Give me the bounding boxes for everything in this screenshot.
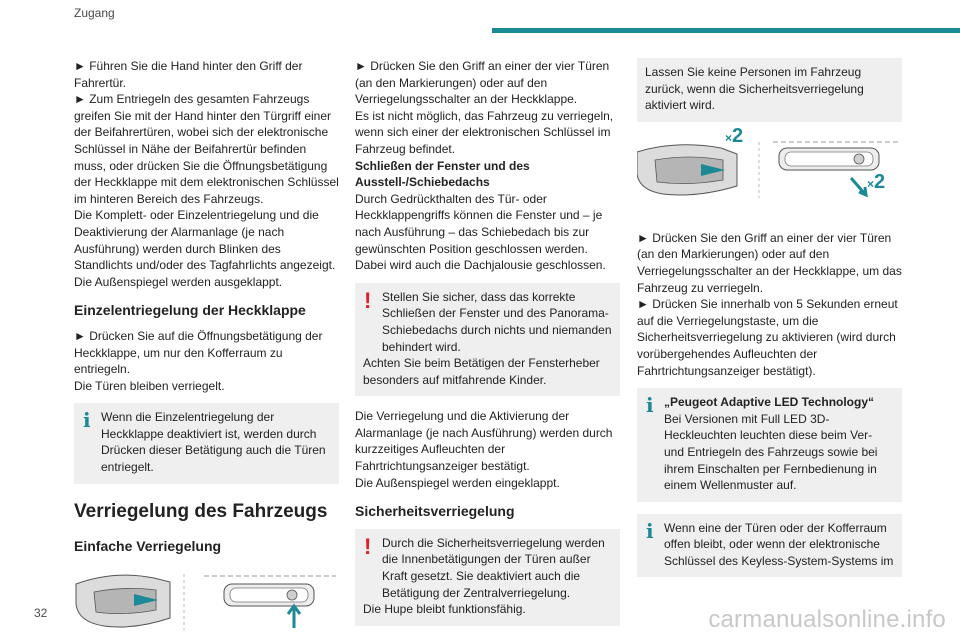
paragraph: Die Außenspiegel werden eingeklappt. <box>355 475 560 490</box>
header-title: Zugang <box>74 6 115 20</box>
paragraph: ► Drücken Sie innerhalb von 5 Sekunden erneut auf die Verriegelungstaste, um die Sicherheitsverriegelung zu aktivieren (wird durch vorübergehendes Aufleuchten der Fahrtrichtungsanzeiger bestätigt). <box>637 297 898 378</box>
paragraph: ► Führen Sie die Hand hinter den Griff der Fahrertür. <box>74 59 303 90</box>
paragraph: Die Außenspiegel werden ausgeklappt. <box>74 274 283 289</box>
note-box <box>637 58 902 122</box>
info-icon: i <box>646 518 654 543</box>
paragraph: Die Komplett- oder Einzelentriegelung und die Deaktivierung der Alarmanlage (je nach Ausführung) werden durch Blinken des Standlichts und/oder des Tagfahrlichts angezeigt. <box>74 208 336 273</box>
paragraph: Die Türen bleiben verriegelt. <box>74 378 225 393</box>
info-text: Wenn eine der Türen oder der Kofferraum offen bleibt, oder wenn der elektronische Schlüssel des Keyless-System-Systems im <box>664 520 894 568</box>
column-1 <box>74 58 339 644</box>
illustration-door-handle <box>74 564 339 634</box>
warning-text: Stellen Sie sicher, dass das korrekte Schließen der Fenster und des Panorama-Schiebedachs durch nichts und niemanden behindert wird. <box>382 289 612 354</box>
column-3 <box>637 58 902 589</box>
paragraph: Die Verriegelung und die Aktivierung der Alarmanlage (je nach Ausführung) werden durch kurzzeitiges Aufleuchten der Fahrtrichtungsanzeiger bestätigt. <box>355 409 613 474</box>
paragraph: Durch Gedrückthalten des Tür- oder Heckklappengriffs können die Fenster und – je nach Ausführung – das Schiebedach bis zur gewünschten Position geschlossen werden. <box>355 191 603 256</box>
info-icon: i <box>646 393 654 418</box>
info-title: „Peugeot Adaptive LED Technology“ <box>664 395 875 410</box>
warning-box <box>355 529 620 626</box>
warning-text: Die Hupe bleibt funktionsfähig. <box>363 602 526 617</box>
warning-icon: ! <box>364 533 372 559</box>
info-box <box>637 388 902 502</box>
watermark: carmanualsonline.info <box>708 606 946 633</box>
info-box <box>637 514 902 578</box>
warning-box <box>355 283 620 397</box>
paragraph: Dabei wird auch die Dachjalousie geschlossen. <box>355 258 606 273</box>
paragraph: ► Drücken Sie den Griff an einer der vier Türen (an den Markierungen) oder auf den Verriegelungsschalter an der Heckklappe. <box>355 59 610 107</box>
paragraph: Es ist nicht möglich, das Fahrzeug zu verriegeln, wenn sich einer der elektronischen Schlüssel im Fahrzeug befindet. <box>355 108 614 156</box>
column-2 <box>355 58 620 638</box>
paragraph: ► Drücken Sie auf die Öffnungsbetätigung der Heckklappe, um nur den Kofferraum zu entriegeln. <box>74 328 323 377</box>
paragraph: ► Zum Entriegeln des gesamten Fahrzeugs greifen Sie mit der Hand hinter den Türgriff einer der Beifahrertüren, wobei sich der elektronische Schlüssel in Nähe der Beifahrertür befinden muss, oder drücken Sie die Öffnungsbetätigung der Heckklappe mit dem elektronischen Schlüssel im hinteren Bereich des Fahrzeugs. <box>74 92 339 206</box>
warning-text: Durch die Sicherheitsverriegelung werden die Innenbetätigungen der Türen außer Kraft gesetzt. Sie deaktiviert auch die Betätigung der Zentralverriegelung. <box>382 535 605 600</box>
illustration-double-press <box>637 124 902 200</box>
bold-paragraph: Schließen der Fenster und des Ausstell-/Schiebedachs <box>355 158 530 190</box>
header-accent-bar <box>492 28 960 33</box>
info-icon: i <box>83 408 91 433</box>
section-heading: Einfache Verriegelung <box>74 538 222 555</box>
info-text: Wenn die Einzelentriegelung der Heckklappe deaktiviert ist, werden durch Drücken dieser Betätigung auch die Türen entriegelt. <box>101 410 326 475</box>
paragraph: ► Drücken Sie den Griff an einer der vier Türen (an den Markierungen) oder auf den Verriegelungsschalter an der Heckklappe, um das Fahrzeug zu verriegeln. <box>637 230 902 295</box>
info-text: Bei Versionen mit Full LED 3D-Heckleuchten leuchten diese beim Ver- und Entriegeln des Fahrzeugs sowie bei ihrem Einschalten per Fernbedienung in einem Wellenmuster auf. <box>664 411 878 493</box>
press-count-label: ×2 <box>867 170 886 193</box>
warning-icon: ! <box>364 287 372 313</box>
warning-text: Achten Sie beim Betätigen der Fensterheber besonders auf mitfahrende Kinder. <box>363 356 600 387</box>
section-heading: Einzelentriegelung der Heckklappe <box>74 302 306 319</box>
page-number: 32 <box>34 606 48 620</box>
info-box <box>74 403 339 483</box>
section-heading: Sicherheitsverriegelung <box>355 503 515 520</box>
chapter-heading: Verriegelung des Fahrzeugs <box>74 500 328 522</box>
press-count-label: ×2 <box>725 124 744 147</box>
note-text: Lassen Sie keine Personen im Fahrzeug zurück, wenn die Sicherheitsverriegelung aktiviert wird. <box>645 65 864 113</box>
